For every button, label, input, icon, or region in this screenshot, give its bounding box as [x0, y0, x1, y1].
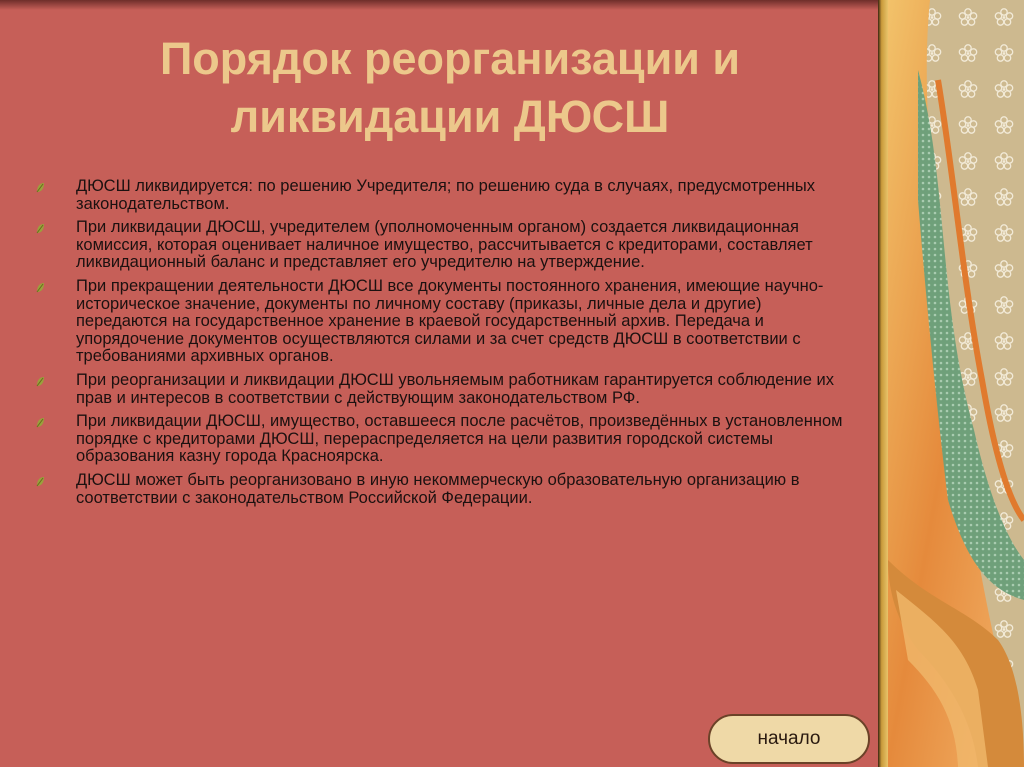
bullet-list — [34, 178, 854, 513]
leaf-bullet-icon — [36, 223, 45, 234]
bullet-text: ДЮСШ ликвидируется: по решению Учредителя; по решению суда в случаях, предусмотренных законодательством. — [76, 177, 815, 213]
bullet-text: При прекращении деятельности ДЮСШ все документы постоянного хранения, имеющие научно-историческое значение, документы по личному составу (приказы, личные дела и другие) передаются на государственное хранение в краевой государственный архив. Передача и упорядочение документов осуществляются силами и за счет средств ДЮСШ в соответствии с требованиями архивных органов. — [76, 276, 824, 366]
bullet-item — [34, 219, 854, 272]
leaf-bullet-icon — [36, 182, 45, 193]
bullet-item — [34, 472, 854, 507]
home-button-label: начало — [757, 728, 821, 749]
title-line-1: Порядок реорганизации и — [159, 33, 741, 84]
slide-title — [60, 30, 840, 146]
leaf-bullet-icon — [36, 376, 45, 387]
title-line-2: ликвидации ДЮСШ — [230, 91, 670, 142]
bullet-text: При ликвидации ДЮСШ, учредителем (уполномоченным органом) создается ликвидационная комиссия, которая оценивает наличное имущество, рассчитывается с кредиторами, составляет ликвидационный баланс и представляет его учредителю на утверждение. — [76, 218, 813, 272]
top-shadow — [0, 0, 884, 10]
home-button[interactable] — [708, 714, 870, 764]
floral-ribbon-decoration — [878, 0, 1024, 767]
leaf-bullet-icon — [36, 417, 45, 428]
bullet-item — [34, 278, 854, 366]
bullet-item — [34, 413, 854, 466]
bullet-text: ДЮСШ может быть реорганизовано в иную некоммерческую образовательную организацию в соответствии с законодательством Российской Федерации. — [76, 470, 800, 507]
bullet-text: При реорганизации и ликвидации ДЮСШ увольняемым работникам гарантируется соблюдение их прав и интересов в соответствии с действующим законодательством РФ. — [76, 370, 834, 407]
bullet-item — [34, 372, 854, 407]
leaf-bullet-icon — [36, 282, 45, 293]
leaf-bullet-icon — [36, 476, 45, 487]
bullet-text: При ликвидации ДЮСШ, имущество, оставшееся после расчётов, произведённых в установленном порядке с кредиторами ДЮСШ, перераспределяется на цели развития городской системы образования казну города Красноярска. — [76, 412, 843, 466]
bullet-item — [34, 178, 854, 213]
